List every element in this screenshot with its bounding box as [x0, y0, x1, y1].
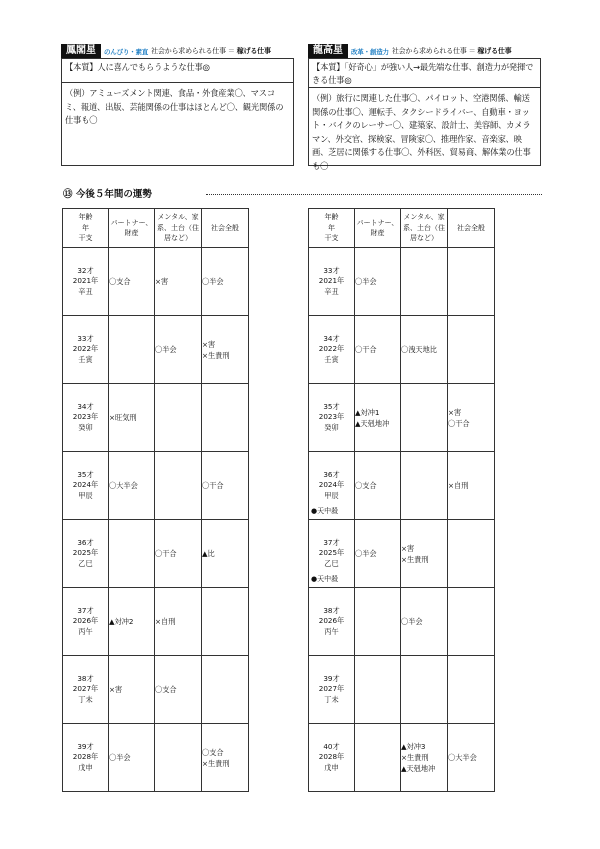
social-cell [448, 384, 495, 452]
left-star-essence: 【本質】人に喜んでもらうような仕事◎ [62, 59, 293, 83]
mental-cell [155, 316, 202, 384]
header-age: 年齢 年 干支 [309, 209, 355, 248]
partner-cell [355, 588, 401, 656]
partner-cell-text: 〇支合 [355, 481, 377, 490]
social-cell-text: ×害 ×生貴刑 [202, 339, 230, 360]
social-cell [202, 520, 249, 588]
partner-cell-text: 〇半会 [355, 549, 377, 558]
header-partner: パートナー、 財産 [109, 209, 155, 248]
social-cell-text: 〇干合 [202, 481, 224, 490]
social-cell [448, 248, 495, 316]
age-cell-text: 39才 2028年 戊申 [72, 741, 99, 772]
age-cell [63, 724, 109, 792]
header-age: 年齢 年 干支 [63, 209, 109, 248]
partner-cell-text: 〇半会 [109, 753, 131, 762]
mental-cell [401, 316, 448, 384]
right-star-examples: （例）旅行に関連した仕事〇、パイロット、空港関係、輸送関係の仕事〇、運転手、タクシードライバー、自動車・ヨット・バイクのレーサー〇、建築家、設計士、美容師、カメラマン、外交官、探検家、冒険家〇、推理作家、音楽家、映画、芝居に関係する仕事〇、外科医、貿易商、解体業の仕事も〇 [312, 93, 531, 171]
left-star-body [61, 58, 294, 166]
table-row [309, 248, 495, 316]
partner-cell-text: ▲対冲2 [109, 617, 134, 626]
age-cell [63, 248, 109, 316]
section-number: ⑬ [63, 189, 73, 200]
social-cell [448, 656, 495, 724]
age-cell [309, 520, 355, 588]
table-row [63, 384, 249, 452]
mental-cell [401, 248, 448, 316]
age-cell [309, 452, 355, 520]
table-header-row [63, 209, 249, 248]
table-row [63, 724, 249, 792]
mental-cell-text: 〇干合 [155, 549, 177, 558]
section-divider [206, 194, 542, 195]
left-star-box [61, 44, 294, 166]
age-cell [63, 656, 109, 724]
mental-cell [155, 588, 202, 656]
mental-cell-text: ×害 ×生貴刑 [401, 543, 429, 564]
mental-cell [401, 384, 448, 452]
table-row [309, 520, 495, 588]
age-cell-text: 37才 2025年 乙巳 [318, 537, 345, 568]
social-cell-text: ×害 〇干合 [448, 407, 470, 428]
section-title [63, 186, 152, 200]
section-title-text: 今後５年間の運勢 [75, 189, 152, 200]
mental-cell-text: 〇半会 [155, 345, 177, 354]
partner-cell [109, 520, 155, 588]
right-star-box [308, 44, 541, 171]
age-cell [63, 588, 109, 656]
age-cell [63, 520, 109, 588]
mental-cell [155, 384, 202, 452]
mental-cell-text: ▲対冲3 ×生貴刑 ▲天剋地冲 [401, 742, 436, 773]
partner-cell-text: 〇支合 [109, 277, 131, 286]
age-cell-text: 32才 2021年 辛丑 [72, 265, 99, 296]
age-cell-text: 38才 2026年 丙午 [318, 605, 345, 636]
age-cell-text: 34才 2022年 壬寅 [318, 333, 345, 364]
social-cell [448, 588, 495, 656]
header-social: 社会全般 [202, 209, 249, 248]
age-cell [63, 452, 109, 520]
social-cell-text: 〇大半会 [448, 753, 477, 762]
social-cell [202, 656, 249, 724]
table-row [309, 724, 495, 792]
age-cell-text: 33才 2022年 壬寅 [72, 333, 99, 364]
left-star-caption [151, 46, 271, 56]
mental-cell [155, 452, 202, 520]
header-mental: メンタル、家 系、土台（住 居など） [155, 209, 202, 248]
mental-cell [155, 656, 202, 724]
left-star-name: 鳳閣星 [61, 44, 101, 58]
social-cell [202, 588, 249, 656]
age-cell-text: 39才 2027年 丁未 [318, 673, 345, 704]
mental-cell-text: ×自刑 [155, 617, 176, 626]
social-cell-text: 〇半会 [202, 277, 224, 286]
right-star-essence: 【本質】「好奇心」が強い人→最先端な仕事、創造力が発揮できる仕事◎ [309, 59, 540, 88]
table-row [309, 656, 495, 724]
right-star-header [308, 44, 541, 58]
social-cell [448, 520, 495, 588]
mental-cell [401, 656, 448, 724]
table-header-row [309, 209, 495, 248]
age-cell [63, 384, 109, 452]
partner-cell [355, 656, 401, 724]
mental-cell [401, 724, 448, 792]
mental-cell [155, 248, 202, 316]
social-cell-text: ×自刑 [448, 481, 469, 490]
age-cell-text: 40才 2028年 戊申 [318, 741, 345, 772]
mental-cell [401, 520, 448, 588]
age-cell [309, 724, 355, 792]
left-star-header [61, 44, 294, 58]
social-cell-text: 〇支合 ×生貴刑 [202, 747, 230, 768]
right-fortune-table [308, 208, 495, 792]
age-cell-text: 37才 2026年 丙午 [72, 605, 99, 636]
right-star-caption-bold: 稼げる仕事 [477, 47, 512, 55]
table-row [309, 384, 495, 452]
social-cell-text: ▲比 [202, 549, 215, 558]
tenchusatsu-mark: ●天中殺 [311, 574, 339, 583]
mental-cell [401, 452, 448, 520]
mental-cell [401, 588, 448, 656]
age-cell [309, 588, 355, 656]
social-cell [448, 452, 495, 520]
mental-cell [155, 724, 202, 792]
left-star-examples: （例）アミューズメント関連、食品・外食産業〇、マスコミ、報道、出版、芸能関係の仕事はほとんど〇、観光関係の仕事も〇 [65, 88, 284, 125]
age-cell-text: 36才 2025年 乙巳 [72, 537, 99, 568]
table-row [63, 520, 249, 588]
partner-cell [355, 452, 401, 520]
mental-cell-text: ×害 [155, 277, 169, 286]
table-row [63, 316, 249, 384]
mental-cell-text: 〇洩天地比 [401, 345, 437, 354]
age-cell [63, 316, 109, 384]
partner-cell [355, 248, 401, 316]
partner-cell [355, 316, 401, 384]
social-cell [448, 316, 495, 384]
age-cell-text: 38才 2027年 丁未 [72, 673, 99, 704]
table-row [63, 588, 249, 656]
table-row [309, 588, 495, 656]
age-cell [309, 384, 355, 452]
mental-cell [155, 520, 202, 588]
partner-cell-text: ▲対冲1 ▲天剋地冲 [355, 407, 390, 428]
right-star-body [308, 58, 541, 171]
tenchusatsu-mark: ●天中殺 [311, 506, 339, 515]
age-cell [309, 656, 355, 724]
left-star-caption-bold: 稼げる仕事 [236, 47, 271, 55]
age-cell-text: 35才 2023年 癸卯 [318, 401, 345, 432]
age-cell-text: 35才 2024年 甲辰 [72, 469, 99, 500]
partner-cell [109, 248, 155, 316]
partner-cell [109, 656, 155, 724]
right-star-caption-prefix: 社会から求められる仕事 ＝ [391, 47, 476, 55]
table-row [309, 316, 495, 384]
partner-cell [109, 384, 155, 452]
left-star-caption-prefix: 社会から求められる仕事 ＝ [151, 47, 235, 55]
left-star-tag: のんびり・素直 [104, 47, 149, 56]
header-mental: メンタル、家 系、土台（住 居など） [401, 209, 448, 248]
partner-cell [355, 520, 401, 588]
social-cell [448, 724, 495, 792]
social-cell [202, 384, 249, 452]
right-star-tag: 改革・創造力 [351, 47, 389, 56]
table-row [309, 452, 495, 520]
age-cell-text: 33才 2021年 辛丑 [318, 265, 345, 296]
partner-cell-text: 〇大半会 [109, 481, 138, 490]
age-cell-text: 36才 2024年 甲辰 [318, 469, 345, 500]
header-social: 社会全般 [448, 209, 495, 248]
header-partner: パートナー、 財産 [355, 209, 401, 248]
age-cell [309, 316, 355, 384]
partner-cell [355, 384, 401, 452]
right-star-caption [392, 46, 512, 56]
partner-cell-text: 〇半会 [355, 277, 377, 286]
table-row [63, 452, 249, 520]
social-cell [202, 724, 249, 792]
mental-cell-text: 〇半会 [401, 617, 423, 626]
partner-cell [355, 724, 401, 792]
partner-cell [109, 452, 155, 520]
table-row [63, 656, 249, 724]
partner-cell [109, 588, 155, 656]
partner-cell [109, 316, 155, 384]
mental-cell-text: 〇支合 [155, 685, 177, 694]
partner-cell-text: ×旺気刑 [109, 413, 137, 422]
partner-cell-text: 〇干合 [355, 345, 377, 354]
social-cell [202, 452, 249, 520]
age-cell-text: 34才 2023年 癸卯 [72, 401, 99, 432]
partner-cell [109, 724, 155, 792]
right-star-name: 龍高星 [308, 44, 348, 58]
partner-cell-text: ×害 [109, 685, 123, 694]
table-row [63, 248, 249, 316]
age-cell [309, 248, 355, 316]
social-cell [202, 248, 249, 316]
left-fortune-table [62, 208, 249, 792]
social-cell [202, 316, 249, 384]
